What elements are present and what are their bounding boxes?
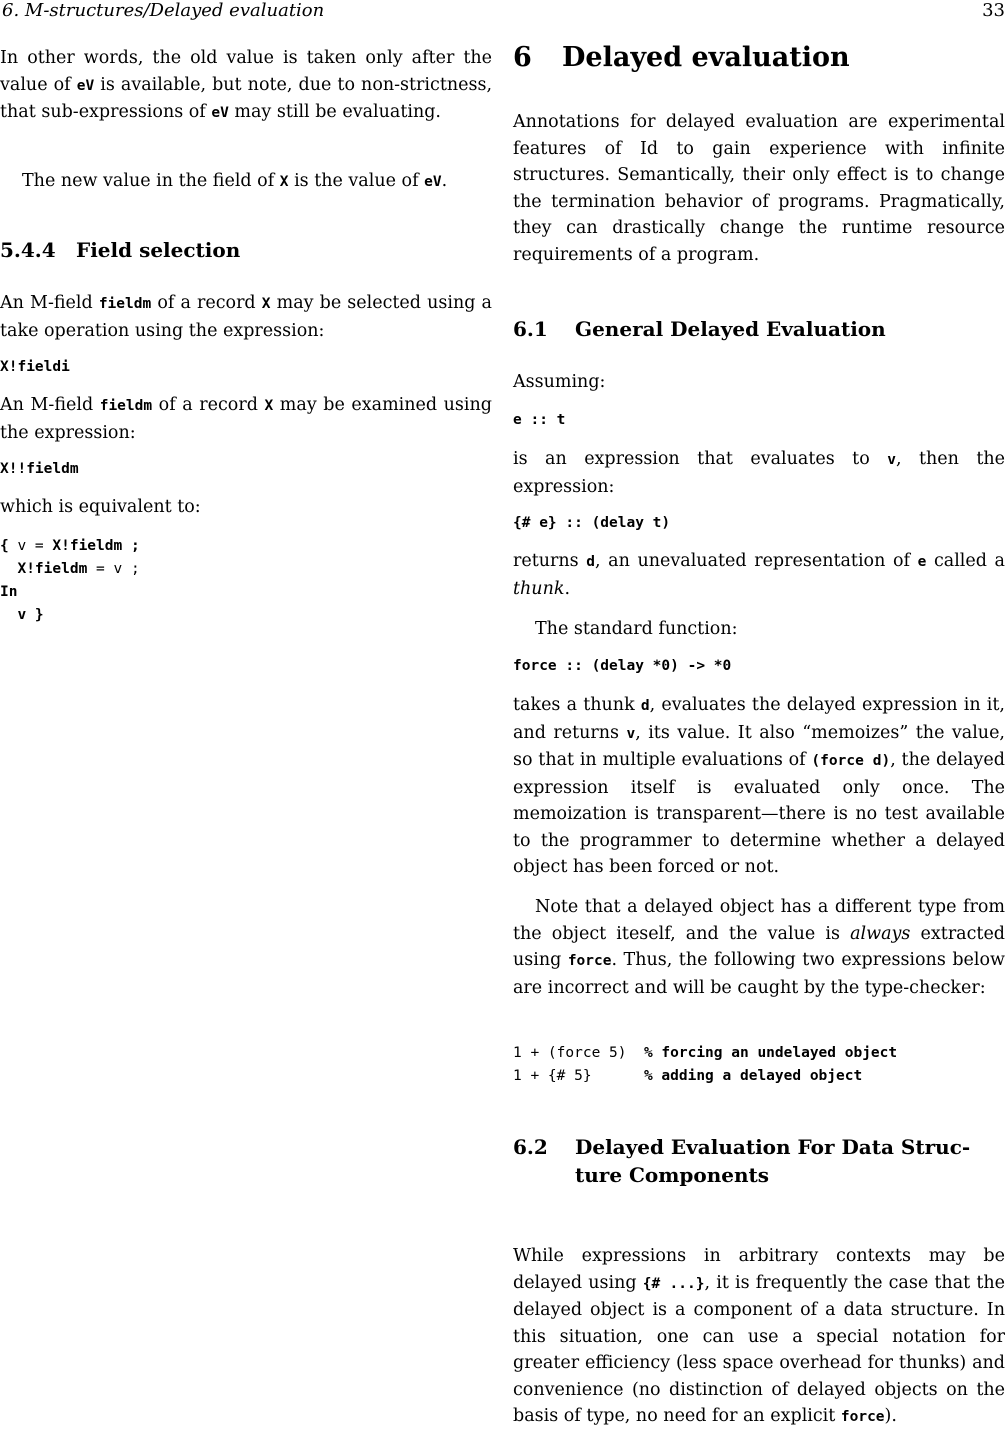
code-token: { — [0, 538, 18, 554]
section-title — [575, 1133, 970, 1189]
text: takes a thunk — [513, 695, 641, 715]
text: , the delayed expression itself is evaluated only once. The memoization is transparent—there is no test available to the programmer to determine whether a delayed object has been forced or not. — [513, 750, 1005, 877]
section-number: 5.4.4 — [0, 238, 56, 262]
section-number: 6.1 — [513, 317, 548, 341]
text: , it is frequently the case that the delayed object is a component of a data structure. In this situation, one can use a special notation for greater efficiency (less space overhead for thunks) and convenience (no distinction of delayed objects on the basis of type, no need for an explicit — [513, 1272, 1006, 1426]
code-equivalent-block — [0, 535, 492, 627]
paragraph-equivalent: which is equivalent to: — [0, 497, 201, 517]
inline-code: e — [917, 554, 927, 570]
inline-code: eV — [211, 105, 229, 121]
text: , evaluates the delayed expression in it, and returns — [513, 695, 1005, 743]
section-heading-6 — [513, 42, 1005, 74]
paragraph-assuming: Assuming: — [513, 372, 606, 392]
inline-code: X — [279, 174, 289, 190]
text: . — [441, 171, 448, 191]
text: returns — [513, 551, 587, 571]
code-token: v = — [17, 538, 53, 554]
code-token: X!fieldm — [0, 561, 88, 577]
code-token: 1 + {# 5} — [513, 1068, 644, 1084]
text: An M-field — [0, 395, 100, 415]
code-token: 1 + (force 5) — [513, 1045, 644, 1061]
section-number: 6 — [513, 42, 532, 73]
inline-code: v — [887, 452, 896, 468]
text: may still be evaluating. — [228, 102, 441, 122]
text: may be selected using a take operation using the expression: — [0, 293, 492, 341]
text: The new value in the field of — [22, 171, 280, 191]
section-heading-6-1 — [513, 315, 1005, 343]
text: An M-field — [0, 293, 99, 313]
paragraph-field-select — [0, 290, 492, 344]
section-title: Field selection — [76, 238, 241, 262]
inline-code: d — [586, 554, 595, 570]
paragraph-new-value — [0, 168, 492, 196]
paragraph-force-description — [513, 692, 1005, 881]
text: of a record — [152, 395, 265, 415]
inline-code: force — [567, 953, 612, 969]
inline-code: d — [640, 698, 650, 714]
text: is an expression that evaluates to — [513, 449, 888, 469]
paragraph-old-value — [0, 45, 492, 127]
text: ). — [884, 1406, 897, 1426]
code-examine-expression: X!!fieldm — [0, 461, 79, 477]
text: is available, but note, due to non-strictness, that sub-expressions of — [0, 74, 493, 122]
section-heading-6-2 — [513, 1133, 1005, 1189]
text: called a — [926, 551, 1005, 571]
inline-code: {# ...} — [642, 1275, 705, 1292]
emphasis: thunk — [513, 578, 565, 599]
code-token: = v ; — [87, 561, 140, 577]
text: extracted using — [513, 923, 1006, 970]
text: of a record — [151, 293, 262, 313]
code-token: v } — [0, 607, 44, 623]
text: While expressions in arbitrary contexts may be delayed using — [513, 1246, 1005, 1293]
paragraph-delayed-type — [513, 894, 1005, 1001]
code-token: In — [0, 584, 18, 600]
code-comment: % adding a delayed object — [643, 1068, 863, 1084]
inline-code: (force d) — [811, 753, 891, 769]
section-number: 6.2 — [513, 1135, 548, 1159]
paragraph-evaluates — [513, 446, 1005, 500]
running-header — [0, 0, 1007, 24]
text: . Thus, the following two expressions below are incorrect and will be caught by the type-checker: — [513, 950, 1005, 998]
code-token: X!fieldm ; — [52, 538, 140, 554]
text: . — [564, 578, 571, 599]
section-title: Delayed evaluation — [562, 42, 850, 73]
emphasis: always — [850, 923, 911, 944]
running-title: 6. M-structures/Delayed evaluation — [2, 0, 325, 21]
text: , an unevaluated representation of — [595, 551, 918, 571]
inline-code: X — [261, 296, 271, 312]
section-title: General Delayed Evaluation — [575, 317, 886, 341]
inline-code: fieldm — [98, 296, 152, 312]
code-type-assumption: e :: t — [513, 412, 566, 428]
inline-code: fieldm — [99, 398, 153, 414]
code-delay-expression: {# e} :: (delay t) — [513, 515, 671, 531]
section-title-line: Delayed Evaluation For Data Struc- — [575, 1135, 971, 1159]
text: In other words, the old value is taken only after the value of — [0, 48, 492, 95]
section-title-line: ture Components — [575, 1163, 770, 1187]
inline-code: eV — [76, 77, 95, 94]
page-number: 33 — [982, 0, 1005, 21]
code-comment: % forcing an undelayed object — [643, 1045, 898, 1061]
paragraph-field-examine — [0, 392, 492, 446]
code-force-signature: force :: (delay *0) -> *0 — [513, 658, 732, 674]
inline-code: eV — [424, 174, 442, 190]
text: , its value. It also “memoizes” the value, so that in multiple evaluations of — [513, 722, 1005, 770]
inline-code: v — [626, 725, 636, 742]
text: Note that a delayed object has a different type from the object iteself, and the value is — [513, 897, 1005, 944]
text: may be examined using the expression: — [0, 395, 492, 443]
section-heading-5-4-4 — [0, 236, 492, 264]
inline-code: force — [840, 1409, 885, 1425]
paragraph-data-structure — [513, 1243, 1005, 1431]
paragraph-thunk — [513, 548, 1005, 602]
inline-code: X — [264, 398, 274, 414]
paragraph-standard-function: The standard function: — [535, 619, 738, 639]
text: is the value of — [288, 171, 425, 191]
text: , then the expression: — [513, 449, 1005, 497]
code-take-expression: X!fieldi — [0, 359, 70, 375]
paragraph-annotations: Annotations for delayed evaluation are experimental features of Id to gain experience with infinite structures. Semantically, their only effect is to change the termination behavior of programs. Pragmatically, they can drastically change the runtime resource requirements of a program. — [513, 112, 1005, 265]
code-incorrect-examples — [513, 1042, 1005, 1088]
